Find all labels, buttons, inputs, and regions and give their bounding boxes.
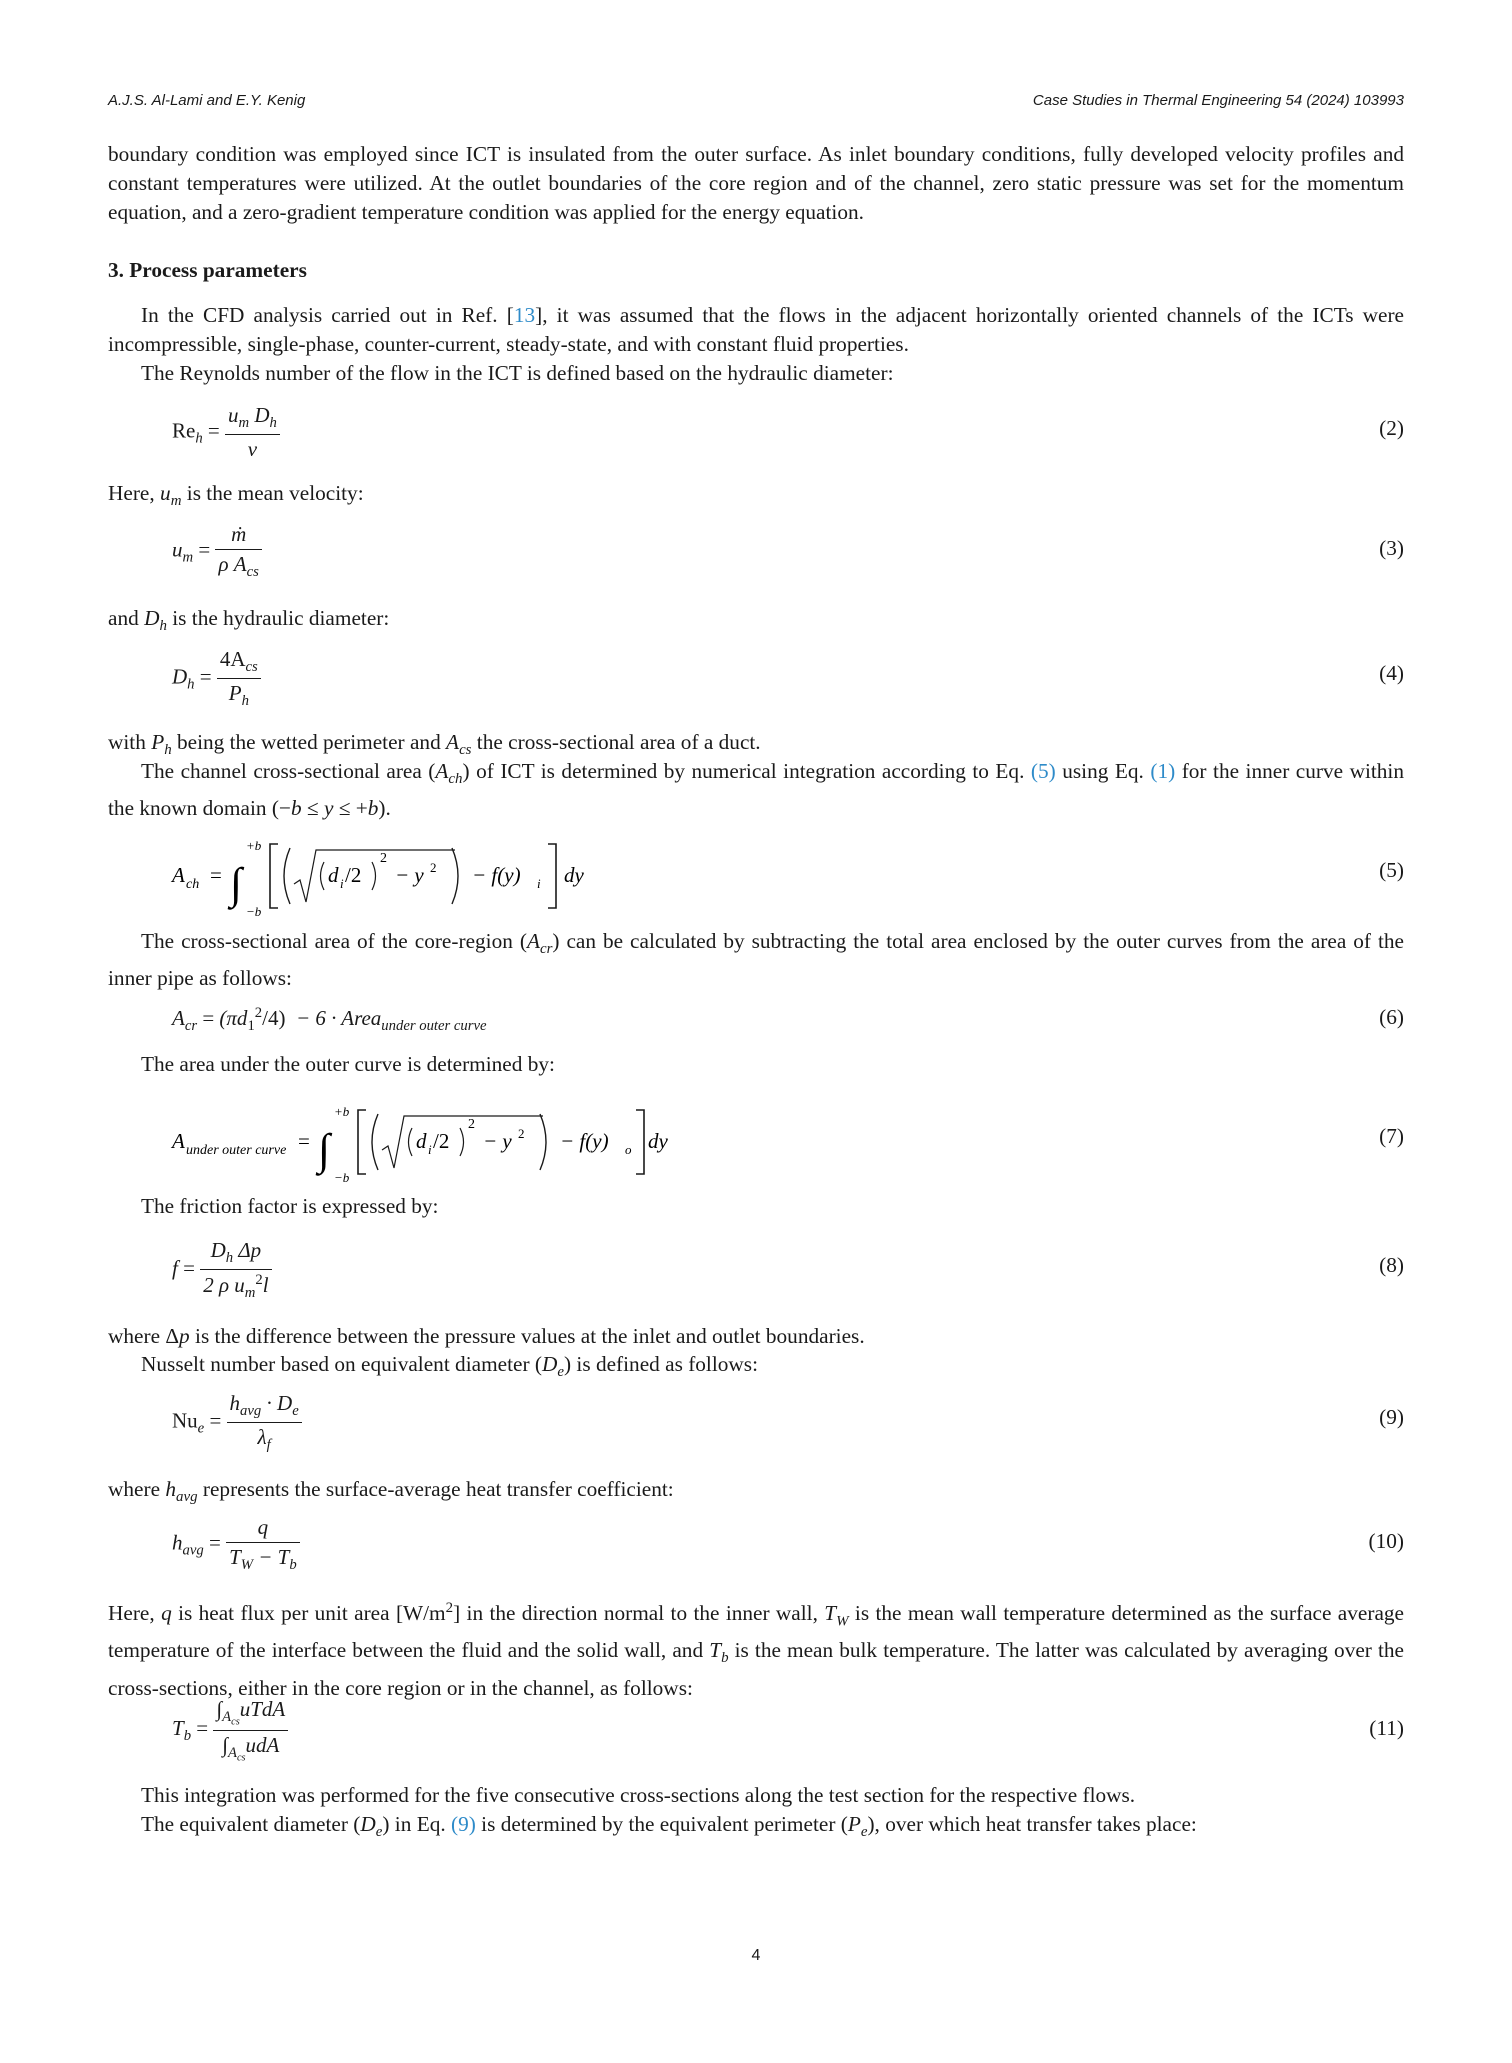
svg-text:− y: − y [395, 863, 424, 887]
running-header-authors: A.J.S. Al-Lami and E.Y. Kenig [108, 92, 306, 109]
paragraph-friction-factor: The friction factor is expressed by: [141, 1194, 439, 1218]
svg-text:−b: −b [334, 1170, 350, 1185]
equation-number-8: (8) [1379, 1253, 1404, 1277]
equation-number-3: (3) [1379, 536, 1404, 560]
section-heading: 3. Process parameters [108, 258, 307, 282]
svg-text:dy: dy [564, 863, 584, 887]
equation-10: $h_{avg}$ = $\frac{q}{T_W - T_b}$ [172, 1515, 300, 1574]
equation-number-6: (6) [1379, 1005, 1404, 1029]
svg-text:− y: − y [483, 1129, 512, 1153]
equation-link-1[interactable]: (1) [1150, 759, 1176, 783]
paragraph-channel-area: The channel cross-sectional area $(A_{ch})$ of ICT is determined by numerical integration according to Eq. (5) using Eq. (1) for the inner curve within the known domain (−b ≤ y ≤ +b). [108, 759, 1405, 821]
svg-text:d: d [328, 863, 339, 887]
equation-number-7: (7) [1379, 1124, 1404, 1148]
equation-8: f = $\frac{D_h \Delta p}{2 \rho u_m^2l}$ [172, 1238, 272, 1302]
svg-text:/2: /2 [433, 1129, 450, 1153]
svg-text:∫: ∫ [230, 859, 243, 908]
svg-text:A: A [172, 863, 185, 887]
paragraph-cfd-assumptions: In the CFD analysis carried out in Ref. [13], it was assumed that the flows in the adjacent horizontally oriented channels of the ICTs were incompressible, single-phase, counter-current, steady-state, and with constant fluid properties. [108, 303, 1405, 356]
citation-link-13[interactable]: 13 [513, 303, 536, 327]
page-number: 4 [751, 1947, 761, 1964]
svg-text:− f(y): − f(y) [472, 863, 521, 887]
svg-text:∫: ∫ [318, 1125, 331, 1174]
paragraph-heat-flux: Here, q is heat flux per unit area $[W/m^2]$ in the direction normal to the inner wall, $T_W$ is the mean wall temperature determined as the surface average temperature of the interface between the fluid and the solid wall, and $T_b$ is the mean bulk temperature. The latter was calculated by averaging over the cross-sections, either in the core region or in the channel, as follows: [108, 1600, 1405, 1700]
svg-text:d: d [416, 1129, 427, 1153]
svg-text:o: o [625, 1142, 632, 1157]
paragraph-heat-transfer-coefficient: where $h_{avg}$ represents the surface-average heat transfer coefficient: [108, 1477, 674, 1506]
svg-text:/2: /2 [345, 863, 362, 887]
equation-2: $Re_h$ = $\frac{u_m D_h}{\nu}$ [172, 403, 280, 462]
equation-6: $A_{cr} = (\pi d_1^2/4) - 6$ · Area$_{under outer curve}$ [172, 1005, 487, 1035]
svg-text:dy: dy [648, 1129, 668, 1153]
paragraph-core-region: The cross-sectional area of the core-region $(A_{cr})$ can be calculated by subtracting the total area enclosed by the outer curves from the area of the inner pipe as follows: [108, 929, 1404, 991]
svg-text:under outer curve: under outer curve [186, 1143, 287, 1158]
svg-text:=: = [298, 1129, 310, 1153]
paragraph-reynolds-intro: The Reynolds number of the flow in the ICT is defined based on the hydraulic diameter: [141, 361, 894, 385]
equation-link-9[interactable]: (9) [451, 1812, 476, 1836]
svg-text:+b: +b [246, 838, 262, 853]
svg-text:+b: +b [334, 1104, 350, 1119]
svg-text:− f(y): − f(y) [560, 1129, 609, 1153]
equation-number-5: (5) [1379, 858, 1404, 882]
equation-4: $D_h$ = $\frac{4A_{cs}}{P_h}$ [172, 647, 261, 710]
svg-text:2: 2 [468, 1117, 475, 1132]
svg-text:−b: −b [246, 904, 262, 919]
equation-link-5[interactable]: (5) [1030, 759, 1056, 783]
svg-text:i: i [537, 876, 541, 891]
svg-text:2: 2 [380, 851, 387, 866]
paragraph-hydraulic-diameter: and $D_h$ is the hydraulic diameter: [108, 606, 390, 635]
paragraph-pressure-difference: where Δp is the difference between the pressure values at the inlet and outlet boundaries. [108, 1324, 865, 1348]
equation-number-11: (11) [1369, 1716, 1404, 1740]
paragraph-mean-velocity: Here, $u_m$ is the mean velocity: [108, 481, 364, 510]
paragraph-equivalent-diameter: The equivalent diameter $(D_e)$ in Eq. (9) is determined by the equivalent perimeter $(P_e)$, over which heat transfer takes place: [141, 1812, 1197, 1841]
svg-text:2: 2 [430, 860, 437, 875]
equation-number-2: (2) [1379, 416, 1404, 440]
equation-3: $u_m$ = $\frac{\text{ṁ}}{\rho A_{cs}}$ [172, 522, 262, 581]
svg-text:=: = [210, 863, 222, 887]
paragraph-outer-curve: The area under the outer curve is determined by: [141, 1052, 555, 1076]
paragraph-integration: This integration was performed for the five consecutive cross-sections along the test section for the respective flows. [141, 1783, 1136, 1807]
running-header-journal: Case Studies in Thermal Engineering 54 (2024) 103993 [1032, 92, 1404, 109]
svg-text:i: i [428, 1142, 432, 1157]
equation-number-10: (10) [1368, 1529, 1404, 1553]
paragraph-wetted-perimeter: with $P_h$ being the wetted perimeter and $A_{cs}$ the cross-sectional area of a duct. [108, 730, 761, 759]
paragraph-boundary-conditions: boundary condition was employed since ICT is insulated from the outer surface. As inlet boundary conditions, fully developed velocity profiles and constant temperatures were utilized. At the outlet boundaries of the core region and of the channel, zero static pressure was set for the momentum equation, and a zero-gradient temperature condition was applied for the energy equation. [108, 142, 1404, 224]
equation-7 [160, 1094, 680, 1186]
equation-number-4: (4) [1379, 661, 1404, 685]
paragraph-nusselt: Nusselt number based on equivalent diameter $(D_e)$ is defined as follows: [141, 1352, 759, 1381]
svg-text:A: A [172, 1129, 185, 1153]
svg-text:i: i [340, 876, 344, 891]
equation-number-9: (9) [1379, 1405, 1404, 1429]
equation-11: $T_b$ = $\frac{\int_{A_{cs}}uTdA}{\int_{A_{cs}}udA}$ [172, 1697, 288, 1763]
equation-5 [160, 828, 600, 920]
svg-text:ch: ch [186, 877, 200, 892]
equation-9: $Nu_e$ = $\frac{h_{avg} \cdot D_e}{\lambda_f}$ [172, 1391, 302, 1454]
svg-text:2: 2 [518, 1126, 525, 1141]
